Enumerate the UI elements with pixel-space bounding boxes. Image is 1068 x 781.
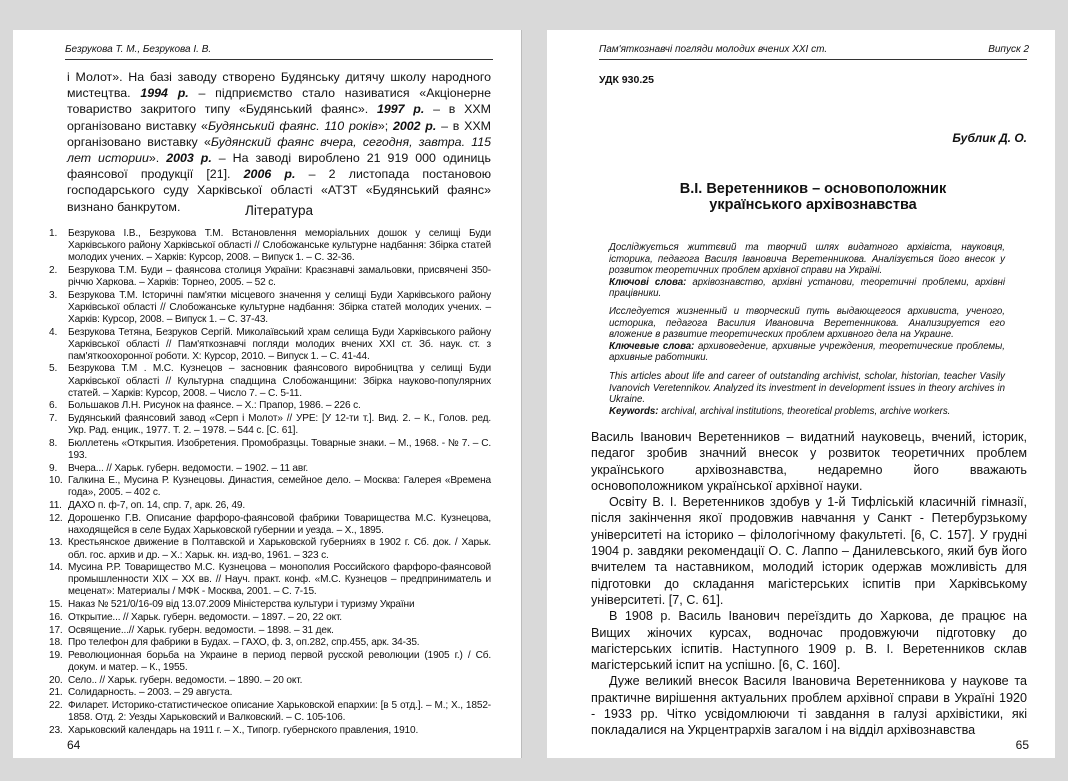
reference-text: Будянський фаянсовий завод «Серп і Молот» // УРЕ: [У 12-ти т.]. Вид. 2. – К., Голов. ред. Укр. Рад. енцик., 1977. Т. 2. – 1978. – 544 с. [С. 61]. <box>68 412 491 437</box>
keywords: Ключові слова: архівознавство, архівні установи, теоретичні проблеми, архівні працівники. <box>609 276 1006 299</box>
page-number: 64 <box>67 738 81 752</box>
reference-text: Безрукова І.В., Безрукова Т.М. Встановлення меморіальних дошок у селищі Буди Харківського району Харківської області // Слобожанське культурне надбання: Збірка статей молодих учених. – Харків: Курсор, 2008. – Випуск 1. – С. 32-36. <box>68 228 491 264</box>
title-line: В.І. Веретенников – основоположник <box>679 181 947 197</box>
reference-number: 16. <box>49 611 63 623</box>
reference-text: Про телефон для фабрики в Будах. – ГАХО, ф. 3, оп.282, спр.455, арк. 34-35. <box>68 637 420 649</box>
reference-item <box>49 637 491 649</box>
reference-number: 21. <box>49 687 63 699</box>
reference-number: 12. <box>49 512 63 524</box>
running-header-journal: Пам'яткознавчі погляди молодих вчених ХХІ ст. <box>599 44 828 55</box>
reference-text: Безрукова Т.М . М.С. Кузнецов – засновник фаянсового виробництва у селищі Буди Харківської області // Культурна спадщина Слобожанщини: Збірка науково-популярних статей. – Харків: Курсор, 2008. – Число 7. – С. 5-11. <box>68 363 491 399</box>
reference-text: Крестьянское движение в Полтавской и Харьковской губерниях в 1902 г. Сб. док. / Харьк. обл. гос. архив и др. – Х.: Харьк. кн. изд-во, 1961. – 323 с. <box>68 537 491 561</box>
body-text <box>67 69 491 215</box>
reference-item <box>49 463 491 475</box>
body-paragraph: Освіту В. І. Веретенников здобув у 1-й Тифліській класичній гімназії, після закінчення якої продовжив навчання у Санкт - Петербурзькому університеті на історико – філологічному факультеті. [6, С. 157]. У грудні 1904 р. завдяки рекомендації О. С. Лаппо – Данилевського, який був його вчителем та наставником, молодий історик одержав можливість для підготовки до складання магістерських іспитів при Харківському університеті. [7, С. 61]. <box>591 495 1027 607</box>
reference-text: Освящение...// Харьк. губерн. ведомости. – 1898. – 31 дек. <box>68 624 334 636</box>
title-line: українського архівознавства <box>709 197 917 213</box>
reference-text: Бюллетень «Открытия. Изобретения. Промобразцы. Товарные знаки. – М., 1968. - № 7. – С. 193. <box>68 437 491 461</box>
abstract-text: Исследуется жизненный и творческий путь выдающегося архивиста, ученого, историка, педагога Василия Ивановича Веретенникова. Анализируется его вложение в развитие теоретических проблем архивного дела на Украине. <box>609 306 1005 340</box>
body-paragraph: Василь Іванович Веретенников – видатний науковець, вчений, історик, педагог зробив значний внесок у розвиток теоретичних проблем українського архівознавства, недаремно його вважають основоположником української архівної науки. <box>591 430 1027 493</box>
reference-item <box>49 700 491 724</box>
reference-text: Безрукова Т.М. Історичні пам'ятки місцевого значення у селищі Буди Харківського району Харківської області // Слобожанське культурне надбання: Збірка статей молодих учених. – Харків: Курсор, 2008. – Випуск 1. – С. 37-43. <box>68 289 491 325</box>
abstract-text: This articles about life and career of outstanding archivist, scholar, historian, teacher Vasily Ivanovich Veretennikov. Analyzed its investment in development issues in theory archives in Ukraine. <box>609 371 1005 405</box>
abstract-ua <box>609 242 1005 300</box>
reference-text: Вчера... // Харьк. губерн. ведомости. – 1902. – 11 авг. <box>68 462 309 474</box>
reference-number: 13. <box>49 537 63 549</box>
article-body <box>591 429 1027 739</box>
body-paragraph: В 1908 р. Василь Іванович переїздить до Харкова, де працює на Вищих жіночих курсах, водночас продовжуючи підготовку до магістерських іспитів. Наступного 1909 р. В. І. Веретенников склав магістерський іспит на успішно. [6, С. 160]. <box>591 609 1027 673</box>
reference-item <box>49 625 491 637</box>
reference-number: 3. <box>49 289 58 301</box>
body-paragraph: Дуже великий внесок Василя Івановича Веретенникова у наукове та практичне вирішення актуальних проблем архівної справи в Україні 1920 - 1933 рр. Чітко усвідомлюючи ті завдання в галузі архівістики, які покладалися на Укрцентрархів загалом і на відділ архівознавства <box>591 674 1027 738</box>
keywords: Ключевые слова: архивоведение, архивные учреждения, теоретические проблемы, архивные работники. <box>609 340 1005 363</box>
abstract-ru <box>609 306 1005 364</box>
reference-number: 4. <box>49 326 58 338</box>
reference-item <box>49 537 491 561</box>
reference-text: Харьковский календарь на 1911 г. – Х., Типогр. губернского правления, 1910. <box>68 724 419 736</box>
reference-number: 22. <box>49 700 63 712</box>
reference-number: 18. <box>49 637 63 649</box>
reference-text: Галкина Е., Мусина Р. Кузнецовы. Династия, семейное дело. – Москва: Галерея «Времена года», 2005. – 402 с. <box>68 475 491 499</box>
reference-item <box>49 725 491 737</box>
header-rule <box>599 59 1027 60</box>
reference-text: Наказ № 521/0/16-09 від 13.07.2009 Міністерства культури і туризму України <box>68 599 415 611</box>
running-header-authors: Безрукова Т. М., Безрукова І. В. <box>65 44 212 55</box>
running-header-issue: Випуск 2 <box>988 44 1029 55</box>
reference-item <box>49 513 491 537</box>
reference-number: 2. <box>49 264 58 276</box>
reference-number: 7. <box>49 412 58 424</box>
reference-item <box>49 562 491 598</box>
reference-item <box>49 675 491 687</box>
reference-number: 17. <box>49 624 63 636</box>
literature-heading: Література <box>244 203 314 218</box>
reference-list <box>49 228 491 738</box>
reference-number: 1. <box>49 228 58 239</box>
reference-item <box>49 290 491 326</box>
reference-text: Филарет. Историко-статистическое описание Харьковской епархии: [в 5 отд.]. – М.; Х., 1852-1858. Отд. 2: Уезды Харьковский и Валковский. – С. 105-106. <box>68 700 491 724</box>
reference-number: 15. <box>49 599 63 611</box>
reference-item <box>49 363 491 399</box>
reference-item <box>49 265 491 289</box>
abstract-text: Досліджується життєвий та творчий шлях видатного архівіста, науковця, історика, педагога Василя Івановича Веретенникова. Аналізується його внесок у розвиток теоретичних проблем архівної справи на Україні. <box>609 242 1005 276</box>
reference-item <box>49 400 491 412</box>
reference-item <box>49 475 491 499</box>
reference-item <box>49 438 491 462</box>
reference-text: Дорошенко Г.В. Описание фарфоро-фаянсовой фабрики Товарищества М.С. Кузнецова, находящейся в селе Будах Харьковской губернии и уезда. – Х., 1895. <box>68 512 491 536</box>
reference-number: 10. <box>49 475 63 487</box>
reference-text: Село.. // Харьк. губерн. ведомости. – 1890. – 20 окт. <box>68 674 303 686</box>
reference-number: 11. <box>49 500 62 511</box>
reference-item <box>49 500 491 512</box>
reference-text: ДАХО п. ф-7, оп. 14, спр. 7, арк. 26, 49. <box>68 500 246 511</box>
right-page <box>547 30 1055 758</box>
reference-item <box>49 612 491 624</box>
reference-number: 5. <box>49 363 58 375</box>
article-title <box>599 181 1027 213</box>
article-author: Бублик Д. О. <box>952 131 1027 145</box>
page-number: 65 <box>1015 738 1029 752</box>
reference-number: 20. <box>49 674 63 686</box>
left-page <box>13 30 522 758</box>
reference-number: 19. <box>49 649 63 661</box>
reference-text: Безрукова Тетяна, Безруков Сергій. Миколаївський храм селища Буди Харківського району Харківської області // Пам'яткознавчі погляди молодих вчених ХХІ ст. Зб. наук. ст. з пам'яткоохоронної роботи. Х: Курсор, 2010. – Випуск 1. – С. 41-44. <box>68 326 491 362</box>
reference-number: 23. <box>49 724 63 736</box>
reference-number: 6. <box>49 400 58 412</box>
reference-text: Большаков Л.Н. Рисунок на фаянсе. – Х.: Прапор, 1986. – 226 с. <box>68 400 361 412</box>
reference-item <box>49 650 491 674</box>
reference-item <box>49 228 491 264</box>
reference-number: 14. <box>49 562 63 574</box>
reference-item <box>49 599 491 611</box>
abstract-en <box>609 371 1005 417</box>
header-rule <box>65 59 493 60</box>
reference-text: Открытие... // Харьк. губерн. ведомости. – 1897. – 20, 22 окт. <box>68 611 342 623</box>
reference-item <box>49 327 491 363</box>
reference-text: Солидарность. – 2003. – 29 августа. <box>68 687 233 699</box>
reference-number: 8. <box>49 437 58 449</box>
body-paragraph: і Молот». На базі заводу створено Будянську дитячу школу народного мистецтва. 1994 р. – підприємство стало називатися «Акціонерне товариство закритого типу «Будянський фаянс». 1997 р. – в ХХМ організовано виставку «Будянський фаянс. 110 років»; 2002 р. – в ХХМ організовано виставку «Будянский фаянс вчера, сегодня, завтра. 115 лет истории». 2003 р. – На заводі вироблено 21 919 000 одиниць фаянсової продукції [21]. 2006 р. – 2 листопада постановою господарського суду Харківської області «АТЗТ «Будянський фаянс» визнано банкрутом. <box>67 70 491 214</box>
reference-text: Безрукова Т.М. Буди – фаянсова столиця України: Краєзнавчі замальовки, присвячені 350-річчю Харкова. – Харків: Торнео, 2005. – 52 с. <box>68 264 491 288</box>
reference-text: Революционная борьба на Украине в период первой русской революции (1905 г.) / Сб. докум. и матер. – К., 1955. <box>68 649 491 673</box>
reference-number: 9. <box>49 462 58 474</box>
reference-item <box>49 413 491 437</box>
reference-text: Мусина Р.Р. Товарищество М.С. Кузнецова – монополия Российского фарфоро-фаянсовой промышленности XIX – XX вв. // Науч. практ. конф. «М.С. Кузнецов – предприниматель и меценат»: Материалы / МФК - Москва, 2001. – С. 7-15. <box>68 562 491 598</box>
udk-code: УДК 930.25 <box>599 74 654 86</box>
reference-item <box>49 687 491 699</box>
keywords: Keywords: archival, archival institutions, theoretical problems, archive workers. <box>609 405 951 417</box>
